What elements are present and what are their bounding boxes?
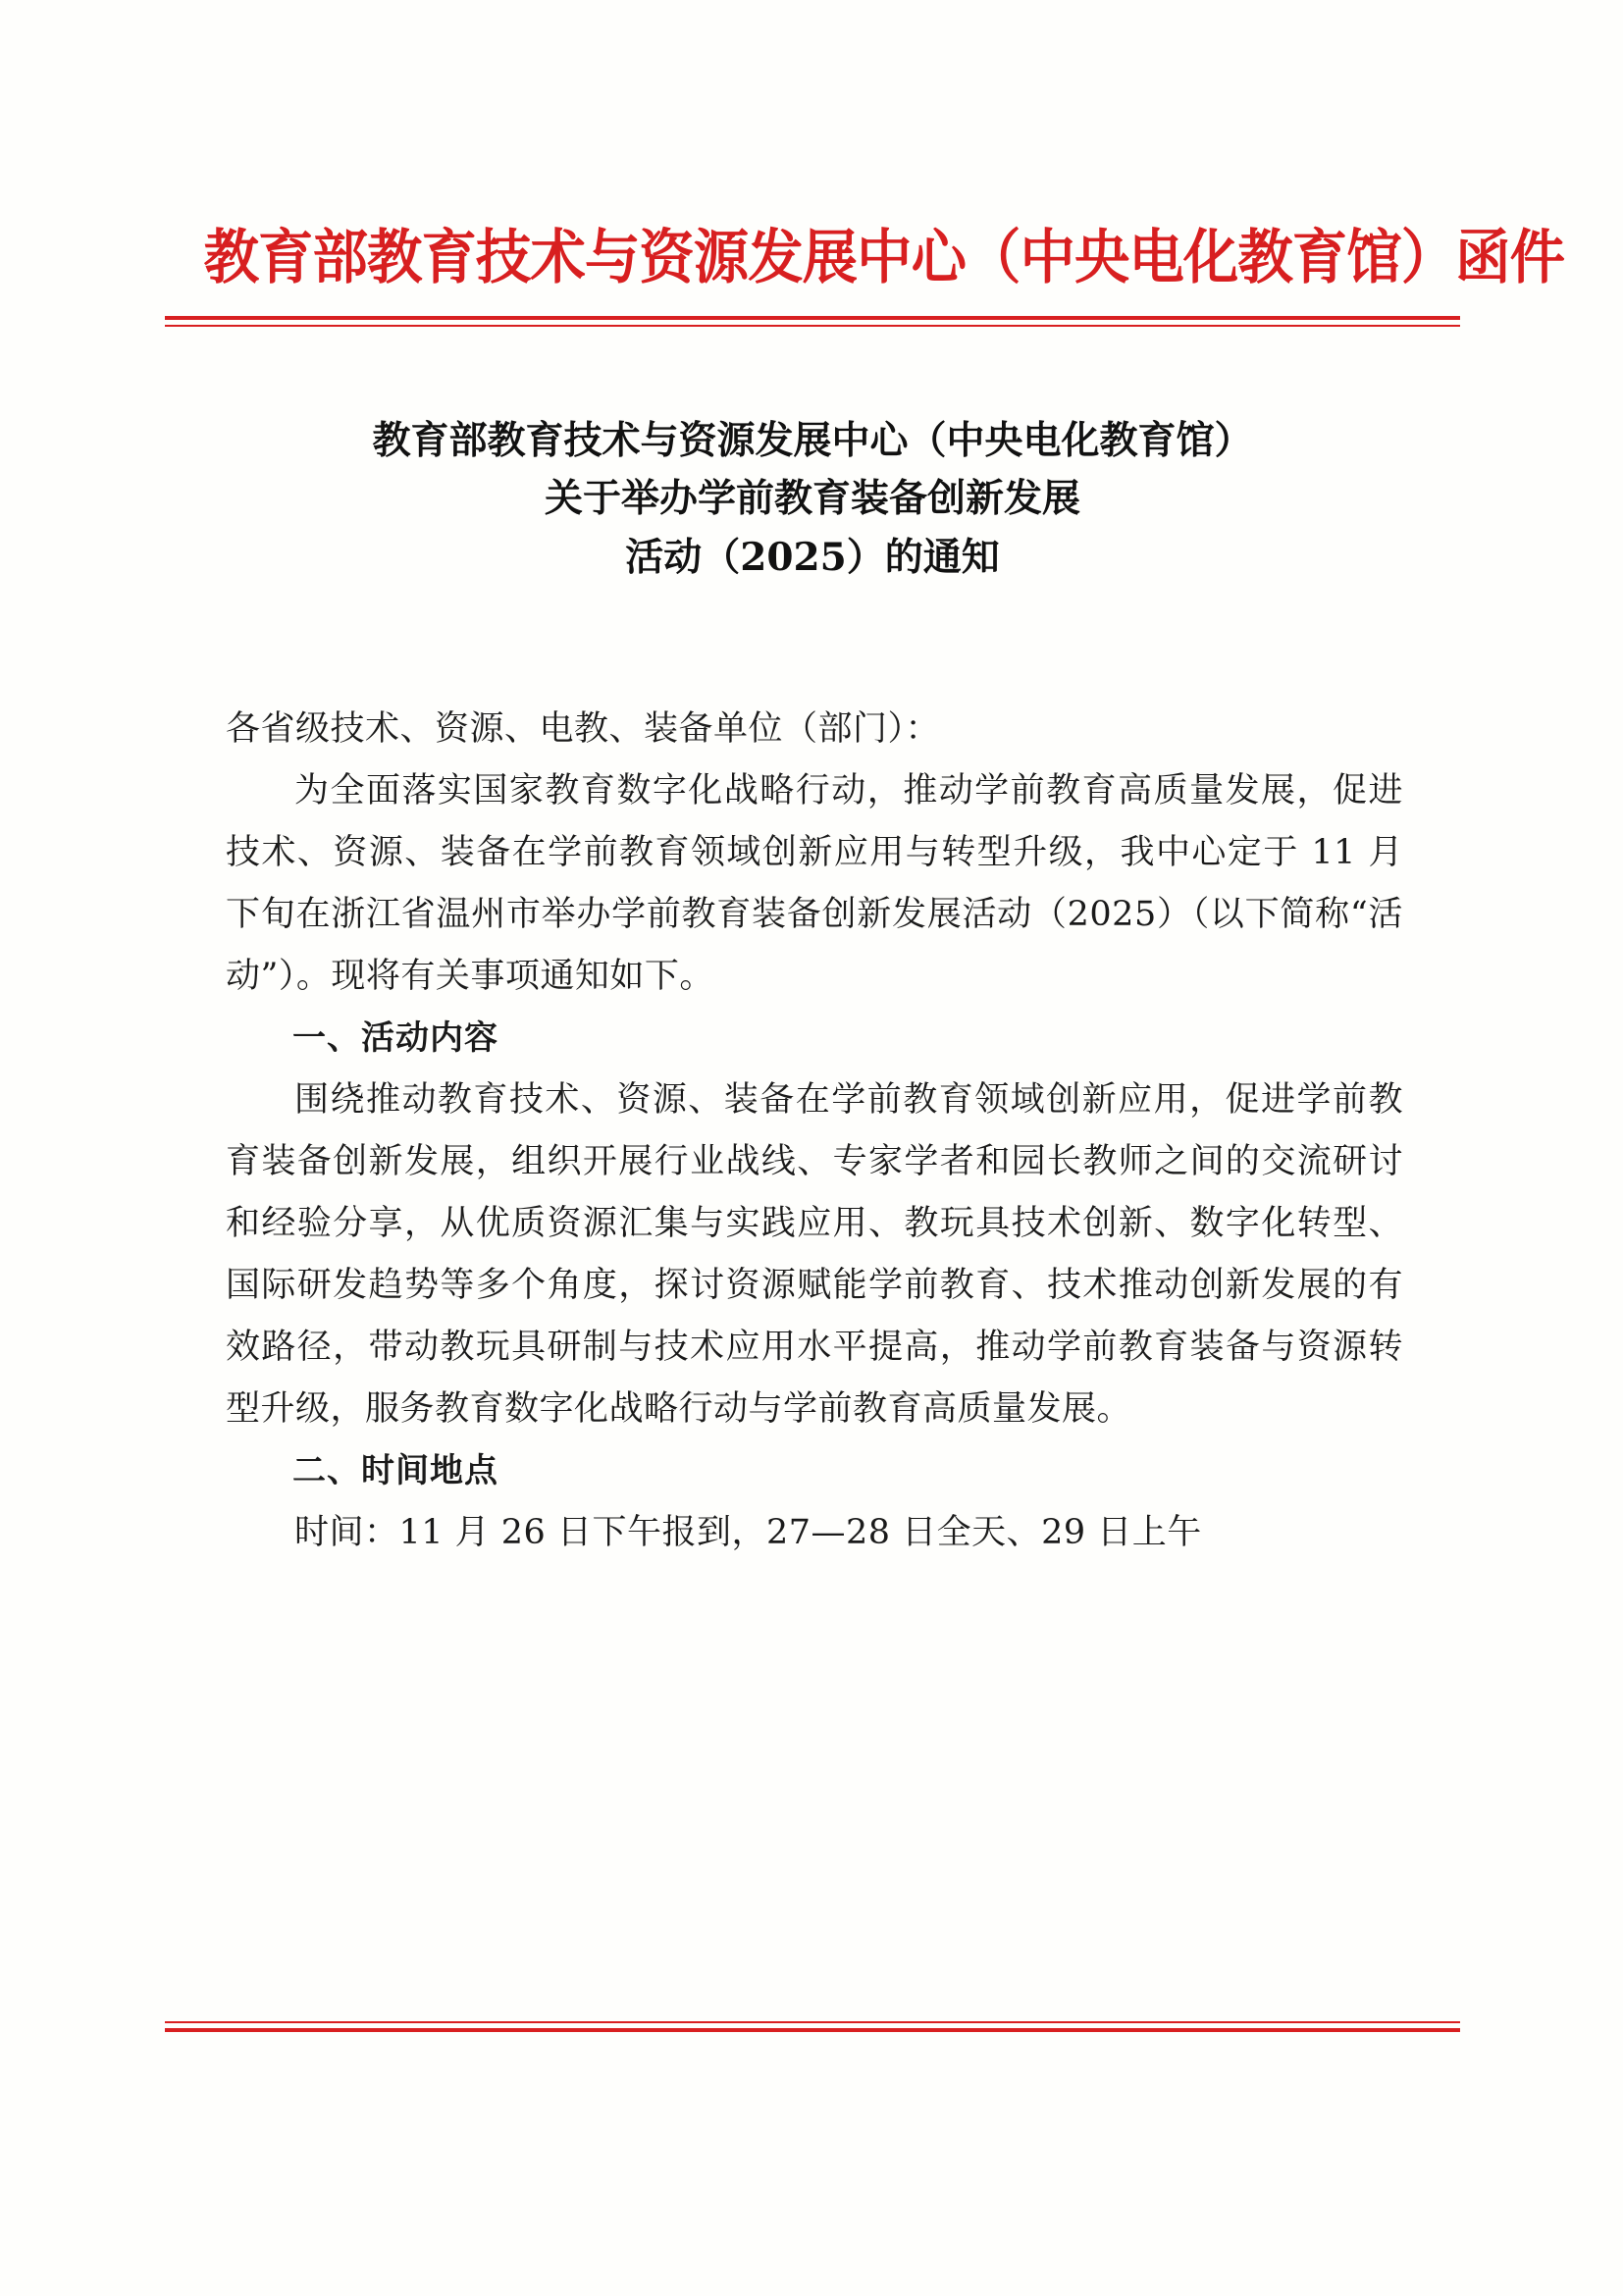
page-title <box>224 412 1401 587</box>
salutation: 各省级技术、资源、电教、装备单位（部门）： <box>226 709 941 749</box>
page-title-line-2: 关于举办学前教育装备创新发展 <box>544 476 1080 522</box>
opening-paragraph: 为全面落实国家教育数字化战略行动，推动学前教育高质量发展，促进技术、资源、装备在学前教育领域创新应用与转型升级，我中心定于 11 月下旬在浙江省温州市举办学前教育装备创新发展活动（2025）（以下简称“活动”）。现将有关事项通知如下。 <box>226 771 1403 996</box>
footer-divider-line-thick <box>165 2028 1460 2032</box>
masthead-divider <box>165 316 1460 327</box>
page-title-line-1: 教育部教育技术与资源发展中心（中央电化教育馆） <box>372 418 1253 463</box>
masthead-title: 教育部教育技术与资源发展中心（中央电化教育馆）函件 <box>203 224 1565 292</box>
section-one-paragraph: 围绕推动教育技术、资源、装备在学前教育领域创新应用，促进学前教育装备创新发展，组织开展行业战线、专家学者和园长教师之间的交流研讨和经验分享，从优质资源汇集与实践应用、教玩具技术创新、数字化转型、国际研发趋势等多个角度，探讨资源赋能学前教育、技术推动创新发展的有效路径，带动教玩具研制与技术应用水平提高，推动学前教育装备与资源转型升级，服务教育数字化战略行动与学前教育高质量发展。 <box>226 1080 1403 1429</box>
section-two-paragraph: 时间：11 月 26 日下午报到，27—28 日全天、29 日上午 <box>294 1513 1202 1552</box>
masthead <box>165 224 1565 292</box>
section-one-heading: 一、活动内容 <box>292 1018 498 1058</box>
footer-divider <box>165 2021 1460 2032</box>
document-content <box>165 0 1565 2296</box>
masthead-divider-line-thin <box>165 325 1460 327</box>
section-two-heading: 二、时间地点 <box>292 1451 498 1490</box>
document-body <box>226 699 1403 1564</box>
page-title-line-3: 活动（2025）的通知 <box>625 534 1000 580</box>
